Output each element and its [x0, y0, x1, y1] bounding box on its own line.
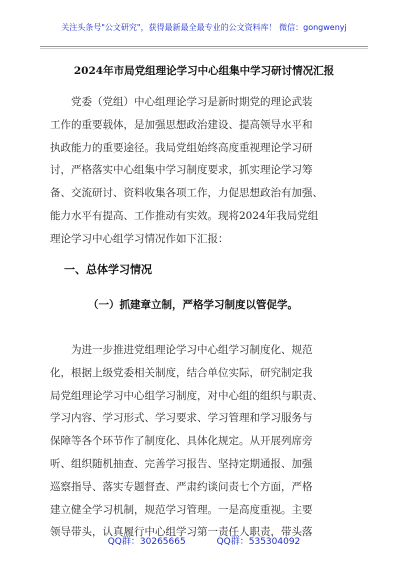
text-line: 学习内容、学习形式、学习要求、学习管理和学习服务与	[50, 412, 313, 425]
intro-paragraph	[50, 91, 350, 251]
footer-qq-group-2: QQ群：535304092	[216, 537, 301, 547]
footer-qq-group-1: QQ群：30265665	[107, 537, 186, 547]
text-line: 局党组理论学习中心组学习制度，对中心组的组织与职责、	[50, 389, 323, 402]
header-divider	[40, 46, 368, 49]
text-line: 理论学习中心组学习情况作如下汇报：	[50, 232, 229, 245]
text-line: 领导带头，认真履行中心组学习第一责任人职责，带头落	[50, 526, 313, 539]
text-line: 巡察指导、落实专题督查、严肃约谈问责七个方面，严格	[50, 480, 313, 493]
text-line: 听、组织随机抽查、完善学习报告、坚持定期通报、加强	[50, 457, 313, 470]
text-line: 能力水平有提高、工作推动有实效。现将2024年我局党组	[50, 209, 319, 222]
text-line: 讨，严格落实中心组集中学习制度要求，抓实理论学习筹	[50, 164, 313, 177]
text-line: 党委（党组）中心组理论学习是新时期党的理论武装	[50, 96, 313, 108]
subsection-heading: （一）抓建章立制，严格学习制度以管促学。	[88, 299, 298, 311]
header-note: 关注头条号"公文研究"，获得最新最全最专业的公文资料库！ 微信：gongwenyj	[61, 23, 347, 32]
text-line: 工作的重要载体，是加强思想政治建设、提高领导水平和	[50, 118, 313, 131]
document-title: 2024年市局党组理论学习中心组集中学习研讨情况汇报	[73, 65, 335, 77]
text-line: 建立健全学习机制，规范学习管理。一是高度重视。主要	[50, 503, 313, 516]
section-heading: 一、总体学习情况	[64, 263, 152, 276]
text-line: 执政能力的重要途径。我局党组始终高度重视理论学习研	[50, 141, 313, 154]
footer-note	[0, 534, 408, 547]
text-line: 为进一步推进党组理论学习中心组学习制度化、规范	[50, 344, 313, 356]
body-paragraph	[50, 339, 350, 544]
text-line: 化，根据上级党委相关制度，结合单位实际，研究制定我	[50, 366, 313, 379]
text-line: 保障等各个环节作了制度化、具体化规定。从开展列席旁	[50, 435, 313, 448]
text-line: 备、交流研讨、资料收集各项工作，力促思想政治有加强、	[50, 187, 323, 200]
